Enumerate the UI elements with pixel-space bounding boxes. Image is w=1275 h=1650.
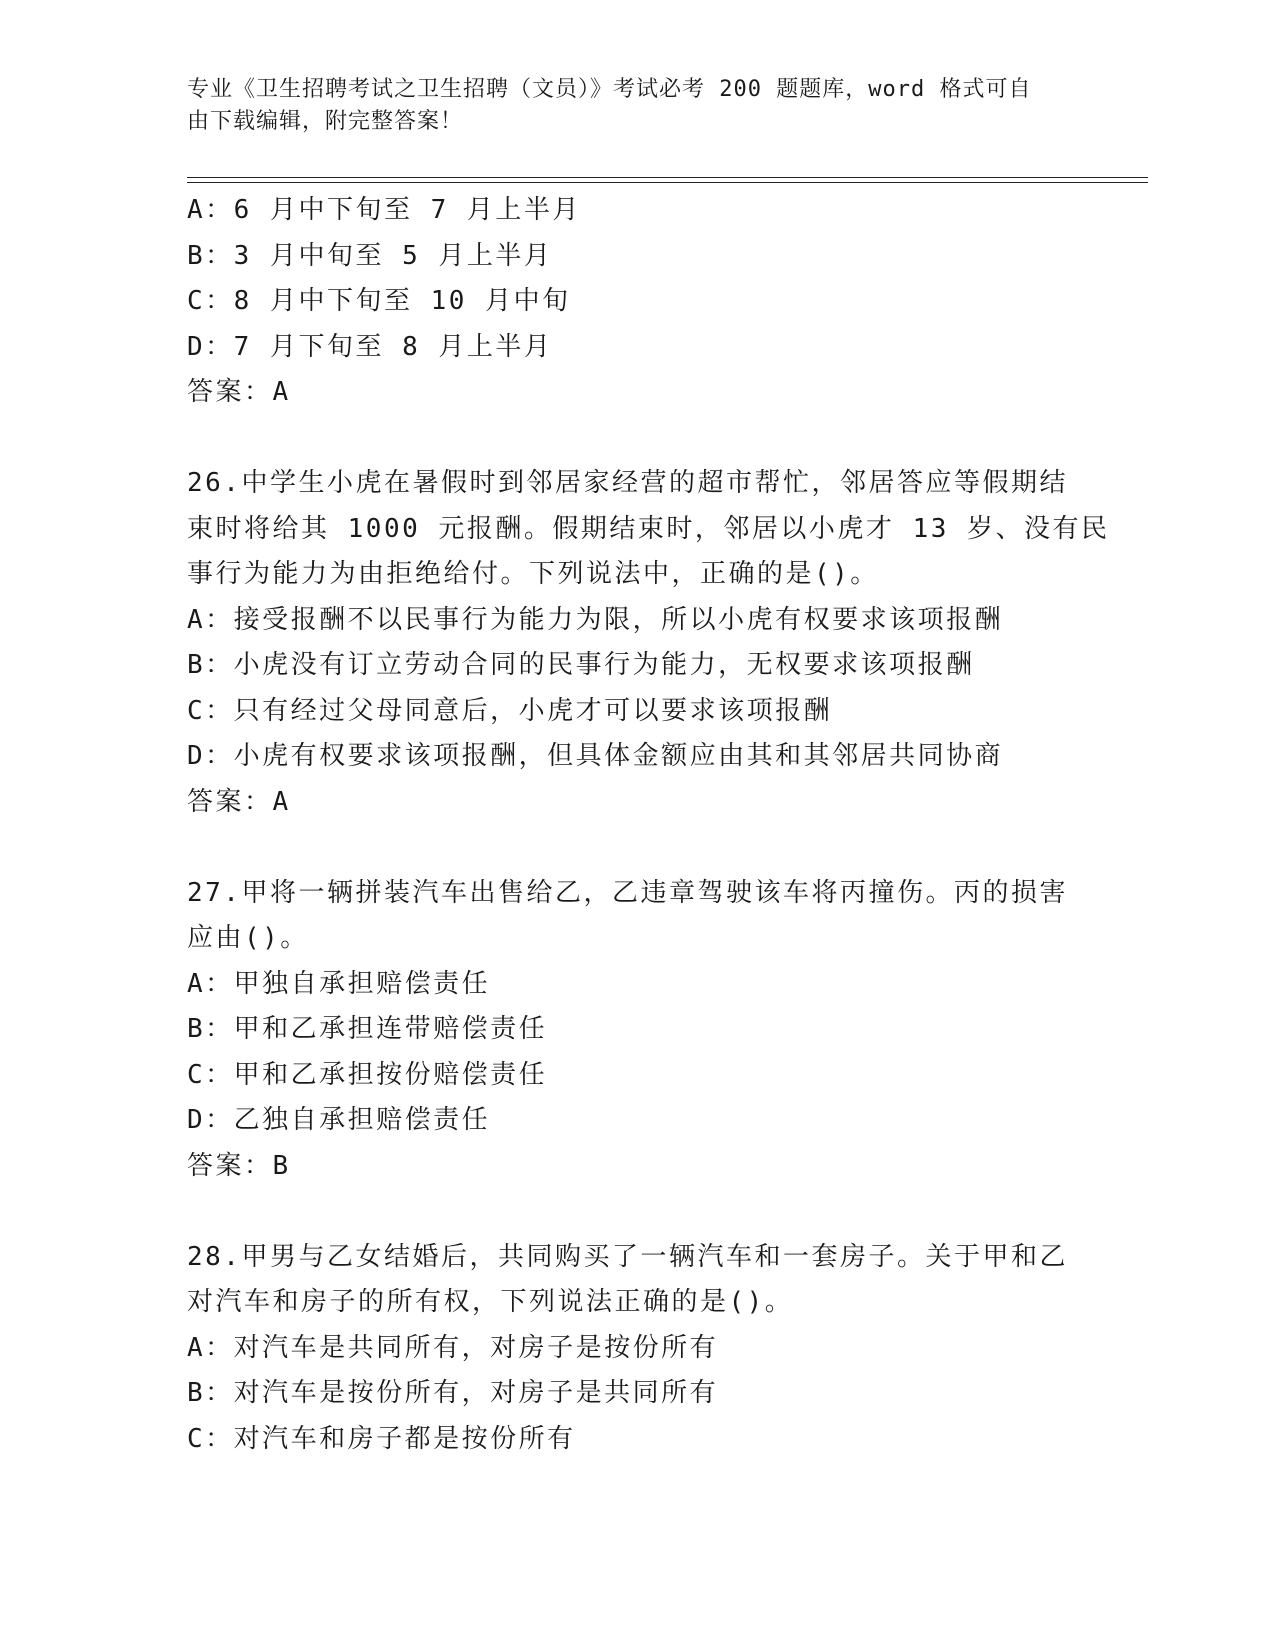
block-spacer xyxy=(187,1189,1087,1235)
question-text-line: 对汽车和房子的所有权，下列说法正确的是()。 xyxy=(187,1287,794,1317)
option-b: B：小虎没有订立劳动合同的民事行为能力，无权要求该项报酬 xyxy=(187,650,975,680)
option-d: D：乙独自承担赔偿责任 xyxy=(187,1105,491,1135)
option-b: B：甲和乙承担连带赔偿责任 xyxy=(187,1014,548,1044)
option-c: C：8 月中下旬至 10 月中旬 xyxy=(187,286,571,316)
header-line-1: 专业《卫生招聘考试之卫生招聘（文员）》考试必考 200 题题库，word 格式可自 xyxy=(187,77,1032,102)
question-text-line: 26.中学生小虎在暑假时到邻居家经营的超市帮忙，邻居答应等假期结 xyxy=(187,468,1068,498)
document-header xyxy=(187,74,1067,138)
answer-line: 答案：A xyxy=(187,786,291,817)
answer-line: 答案：B xyxy=(187,1150,291,1181)
question-text-line: 事行为能力为由拒绝给付。下列说法中，正确的是()。 xyxy=(187,559,879,589)
question-block-27 xyxy=(187,871,1087,1190)
question-list xyxy=(187,188,1110,1462)
question-block-25 xyxy=(187,188,1087,416)
option-b: B：对汽车是按份所有，对房子是共同所有 xyxy=(187,1378,719,1408)
header-divider-top xyxy=(187,177,1148,178)
header-line-2: 由下载编辑，附完整答案！ xyxy=(187,109,464,134)
question-block-26 xyxy=(187,461,1110,825)
option-a: A：对汽车是共同所有，对房子是按份所有 xyxy=(187,1332,719,1363)
option-a: A：6 月中下旬至 7 月上半月 xyxy=(187,195,581,225)
option-d: D：7 月下旬至 8 月上半月 xyxy=(187,331,553,362)
question-text-line: 应由()。 xyxy=(187,923,309,953)
option-c: C：对汽车和房子都是按份所有 xyxy=(187,1423,576,1454)
header-divider-bottom xyxy=(187,182,1148,183)
question-text-line: 束时将给其 1000 元报酬。假期结束时，邻居以小虎才 13 岁、没有民 xyxy=(187,513,1110,544)
option-d: D：小虎有权要求该项报酬，但具体金额应由其和其邻居共同协商 xyxy=(187,741,1004,771)
block-spacer xyxy=(187,416,1087,462)
option-c: C：只有经过父母同意后，小虎才可以要求该项报酬 xyxy=(187,695,833,726)
block-spacer xyxy=(187,825,1087,871)
answer-line: 答案：A xyxy=(187,377,291,407)
option-a: A：接受报酬不以民事行为能力为限，所以小虎有权要求该项报酬 xyxy=(187,604,1004,635)
question-text-line: 27.甲将一辆拼装汽车出售给乙，乙违章驾驶该车将丙撞伤。丙的损害 xyxy=(187,877,1068,908)
option-a: A：甲独自承担赔偿责任 xyxy=(187,968,491,999)
question-text-line: 28.甲男与乙女结婚后，共同购买了一辆汽车和一套房子。关于甲和乙 xyxy=(187,1241,1068,1272)
option-b: B：3 月中旬至 5 月上半月 xyxy=(187,240,553,271)
question-block-28 xyxy=(187,1235,1087,1463)
option-c: C：甲和乙承担按份赔偿责任 xyxy=(187,1059,548,1090)
